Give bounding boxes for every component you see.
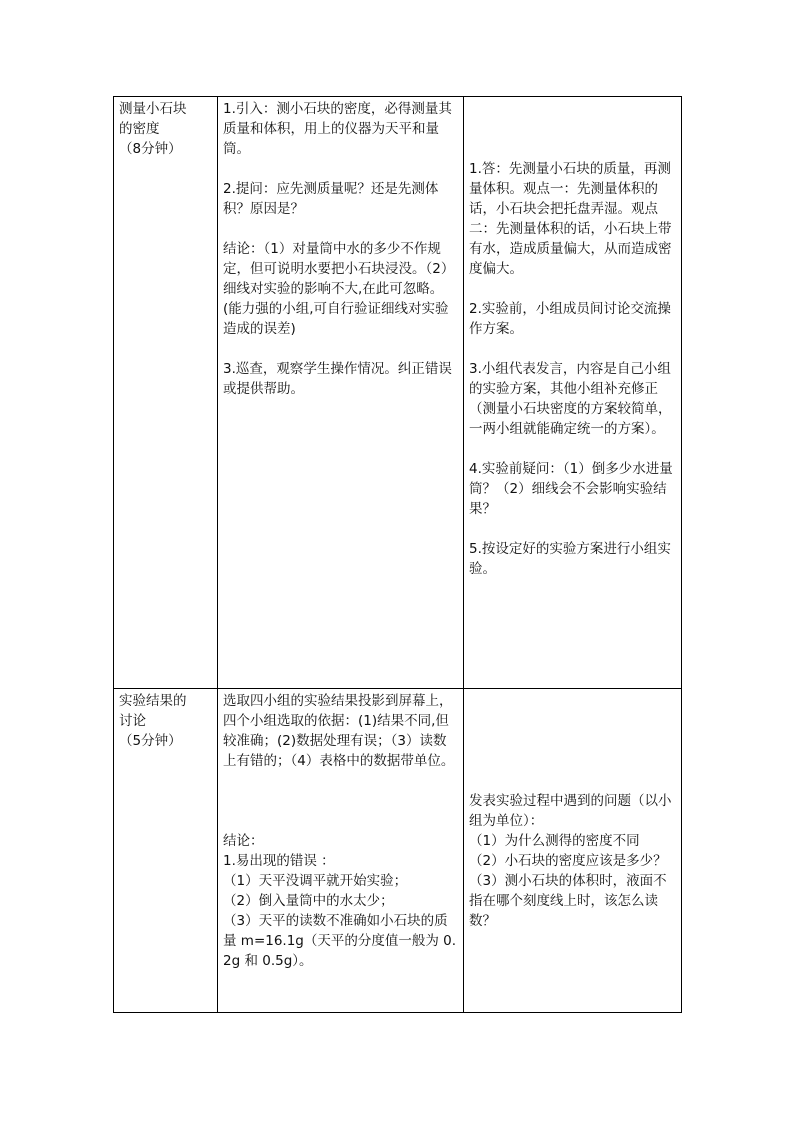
topic-duration: （8分钟） — [119, 141, 182, 157]
student-step-experiment: 5.按设定好的实验方案进行小组实验。 — [469, 541, 671, 577]
lesson-plan-table — [113, 96, 682, 1013]
conclusion-heading: 结论： — [223, 833, 264, 849]
teacher-conclusion: 结论：（1）对量筒中水的多少不作规定，但可说明水要把小石块浸没。（2）细线对实验的影响不大,在此可忽略。(能力强的小组,可自行验证细线对实验造成的误差) — [223, 241, 455, 337]
student-step-answer: 1.答：先测量小石块的质量，再测量体积。观点一：先测量体积的话，小石块会把托盘弄湿。观点二：先测量体积的话，小石块上带有水，造成质量偏大，从而造成密度偏大。 — [469, 161, 672, 277]
table-row — [114, 97, 682, 689]
topic-cell — [114, 97, 218, 689]
topic-cell — [114, 689, 218, 1013]
teacher-selection-criteria: 选取四小组的实验结果投影到屏幕上，四个小组选取的依据：(1)结果不同,但较准确；(2)数据处理有误；（3）读数上有错的；（4）表格中的数据带单位。 — [223, 693, 455, 769]
student-question-item: （3）测小石块的体积时，液面不指在哪个刻度线上时，该怎么读数？ — [469, 873, 667, 929]
student-step-discuss: 2.实验前，小组成员间讨论交流操作方案。 — [469, 301, 671, 337]
common-errors-heading: 1.易出现的错误 ： — [223, 853, 335, 869]
error-item: （3）天平的读数不准确如小石块的质量 m=16.1g（天平的分度值一般为 0.2g 和 0.5g）。 — [223, 913, 457, 969]
teacher-activity-cell — [218, 97, 464, 689]
student-step-present: 3.小组代表发言，内容是自己小组的实验方案，其他小组补充修正（测量小石块密度的方案较简单，一两小组就能确定统一的方案）。 — [469, 361, 672, 437]
teacher-step-question: 2.提问：应先测质量呢？还是先测体积？原因是？ — [223, 181, 439, 217]
teacher-activity-cell — [218, 689, 464, 1013]
teacher-step-intro: 1.引入：测小石块的密度，必得测量其质量和体积，用上的仪器为天平和量筒。 — [223, 101, 452, 157]
student-question-item: （2）小石块的密度应该是多少？ — [469, 853, 667, 869]
topic-line: 的密度 — [119, 121, 160, 137]
student-activity-cell — [464, 97, 682, 689]
student-discussion-heading: 发表实验过程中遇到的问题（以小组为单位）： — [469, 793, 672, 829]
error-item: （1）天平没调平就开始实验； — [223, 873, 408, 889]
error-item: （2）倒入量筒中的水太少； — [223, 893, 394, 909]
topic-line: 实验结果的 — [119, 693, 187, 709]
student-question-item: （1）为什么测得的密度不同 — [469, 833, 640, 849]
teacher-step-patrol: 3.巡查，观察学生操作情况。纠正错误或提供帮助。 — [223, 361, 452, 397]
student-step-questions: 4.实验前疑问：（1）倒多少水进量筒？（2）细线会不会影响实验结果？ — [469, 461, 673, 517]
table-row — [114, 689, 682, 1013]
topic-line: 讨论 — [119, 713, 146, 729]
topic-line: 测量小石块 — [119, 101, 187, 117]
student-activity-cell — [464, 689, 682, 1013]
topic-duration: （5分钟） — [119, 733, 182, 749]
